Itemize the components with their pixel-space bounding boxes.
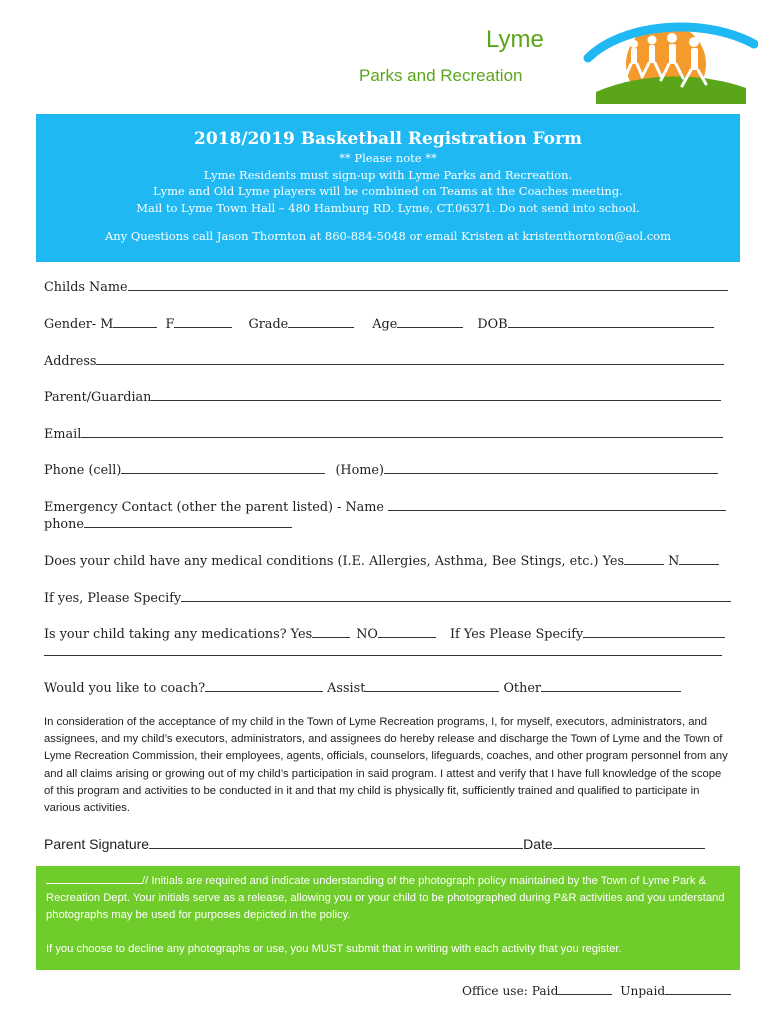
other-field[interactable] [541,679,681,692]
initials-text: // Initials are required and indicate understanding of the photograph policy maintained by the Town of Lyme Park & Recreation Dept. Your initials serve as a release, allowing you or your child to be photographed during P&R activities and you understand photographs may be used for purposes depicted in the policy. [46,875,725,922]
phone-home-field[interactable] [384,461,718,474]
date-field[interactable] [553,836,705,849]
parent-label: Parent/Guardian [44,390,152,405]
medications-label: Is your child taking any medications? Yes [44,627,313,642]
note: ** Please note ** [339,151,437,165]
note-line-1: Lyme Residents must sign-up with Lyme Parks and Recreation. [203,167,573,182]
medical-no-field[interactable] [679,552,719,565]
gender-female-label: F [165,317,175,332]
running-kids-icon [582,18,758,104]
other-label: Other [503,681,542,696]
header-box [36,114,740,262]
emergency-name-field[interactable] [388,498,726,511]
parent-field[interactable] [151,388,721,401]
dob-field[interactable] [508,315,714,328]
release-paragraph: In consideration of the acceptance of my child in the Town of Lyme Recreation programs, I, for myself, executors, administrators, and assignees, and my child’s executors, administrators, and assignees do hereby release and discharge the Town of Lyme and the Town of Lyme Recreation Commission, their employees, agents, officials, counselors, lifeguards, coaches, and other program personnel from any and all claims arising or growing out of my child’s participation in said program. I attest and verify that I have full knowledge of the scope of this program and activities to be conducted in it and that my child is physically fit, sufficiently trained and qualified to participate in various activities. [44,716,728,815]
photo-policy-box [36,866,740,970]
med-specify-label: If Yes Please Specify [450,627,584,642]
office-unpaid-label: Unpaid [620,984,666,998]
gender-label: Gender- M [44,317,114,332]
phone-cell-label: Phone (cell) [44,463,122,478]
emergency-phone-field[interactable] [84,515,292,528]
signature-row [44,836,705,852]
decline-paragraph: If you choose to decline any photographs or use, you MUST submit that in writing with each activity that you register. [46,942,622,955]
note-line-2: Lyme and Old Lyme players will be combined on Teams at the Coaches meeting. [153,184,623,198]
gender-female-field[interactable] [174,315,232,328]
medications-yes-field[interactable] [312,625,350,638]
childs-name-label: Childs Name [44,280,128,295]
medical-label: Does your child have any medical conditions (I.E. Allergies, Asthma, Bee Stings, etc.) Yes [44,554,625,569]
logo-subtitle: Parks and Recreation [359,66,523,85]
logo [356,18,756,118]
emergency-label: Emergency Contact (other the parent listed) - Name [44,500,384,515]
grade-label: Grade [248,317,289,332]
initials-paragraph [46,872,728,925]
logo-name: Lyme [486,26,544,53]
parent-signature-field[interactable] [149,836,523,849]
coach-field[interactable] [205,679,323,692]
parent-signature-label: Parent Signature [44,836,150,852]
gender-male-field[interactable] [113,315,157,328]
form-title: 2018/2019 Basketball Registration Form [194,129,582,149]
address-field[interactable] [96,352,724,365]
email-label: Email [44,427,82,442]
assist-label: Assist [327,681,366,696]
phone-cell-field[interactable] [121,461,325,474]
grade-field[interactable] [288,315,354,328]
medications-no-label: NO [356,627,378,642]
medical-yes-field[interactable] [624,552,664,565]
specify-field[interactable] [181,589,731,602]
address-label: Address [44,354,97,369]
dob-label: DOB [477,317,508,332]
contact-line: Any Questions call Jason Thornton at 860-884-5048 or email Kristen at kristenthornton@aol.com [104,229,671,243]
initials-field[interactable] [46,872,142,884]
age-field[interactable] [397,315,463,328]
office-use [462,982,731,998]
coach-label: Would you like to coach? [44,681,206,696]
med-specify-field[interactable] [583,625,725,638]
medications-no-field[interactable] [378,625,436,638]
office-paid-field[interactable] [558,982,612,995]
emergency-phone-label: phone [44,517,84,532]
date-label: Date [523,836,553,852]
childs-name-field[interactable] [128,278,728,291]
email-field[interactable] [81,425,723,438]
note-line-3: Mail to Lyme Town Hall – 480 Hamburg RD. Lyme, CT.06371. Do not send into school. [136,200,640,215]
office-unpaid-field[interactable] [665,982,731,995]
medical-no-label: N [668,554,680,569]
phone-home-label: (Home) [335,463,384,478]
office-paid-label: Office use: Paid [462,984,559,998]
med-specify-field-line-2[interactable] [44,643,722,656]
age-label: Age [372,317,398,332]
assist-field[interactable] [365,679,499,692]
specify-label: If yes, Please Specify [44,591,182,606]
